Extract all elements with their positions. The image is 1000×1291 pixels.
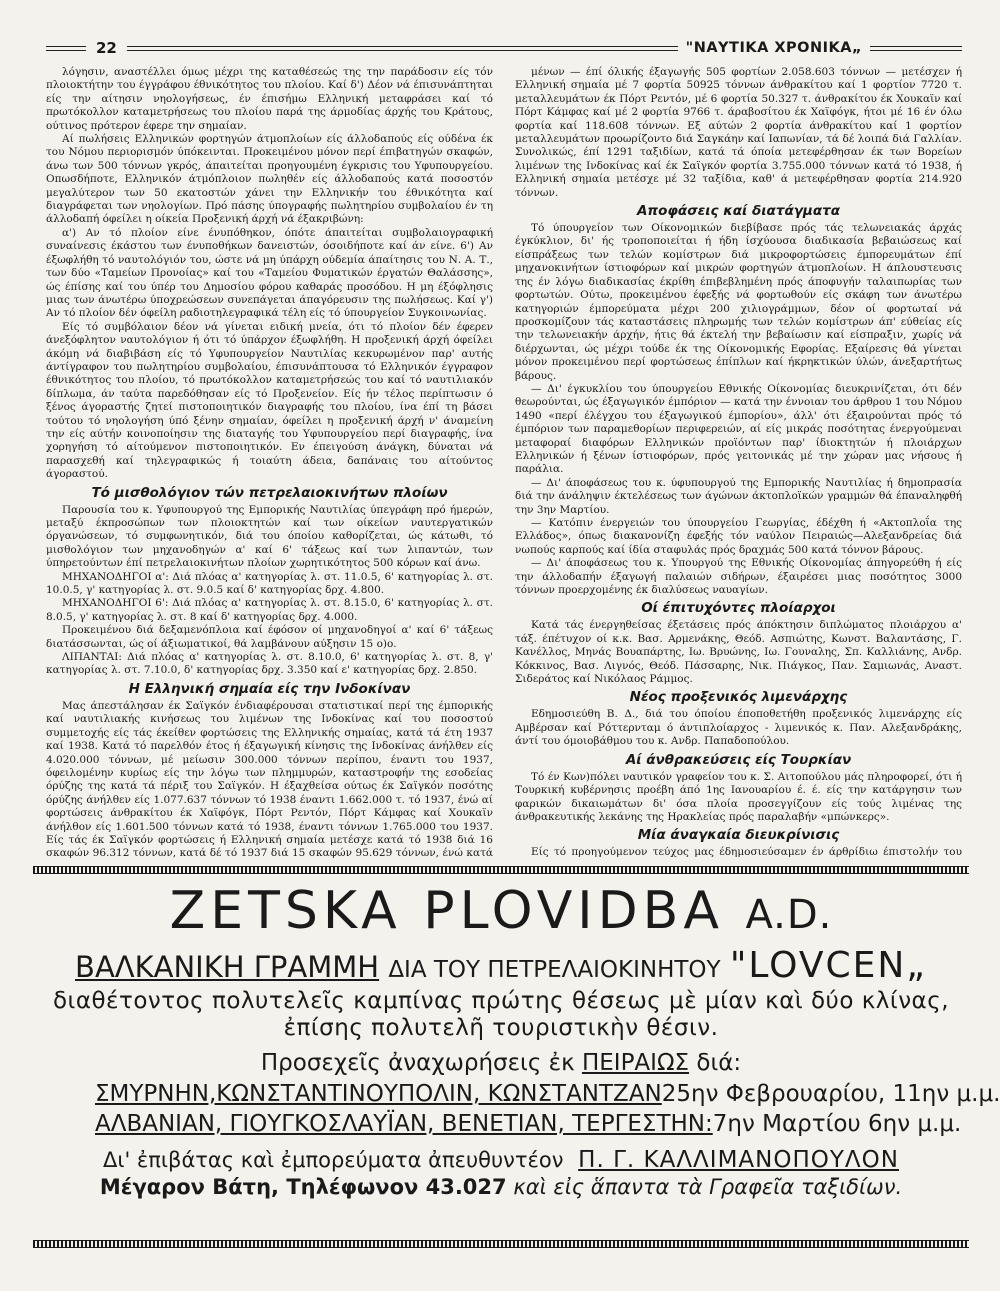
article-paragraph: — Δι' άποφάσεως του κ. ύφυπουργού της Εμπορικής Ναυτιλίας ή δημοπρασία διά την άνάληψιν έκτελέσεως των άγώνων άκτοπλοϊκών γραμμών θά έπαναληφθή την 3ην Μαρτίου. xyxy=(515,476,962,516)
page-number: 22 xyxy=(96,39,117,57)
advertisement xyxy=(33,866,1000,1258)
article-paragraph: Κατά τάς ένεργηθείσας έξετάσεις πρός άπόκτησιν διπλώματος πλοιάρχου α' τάξ. έπέτυχον οί κ.κ. Βασ. Αρμενάκης, Θεόδ. Ασπιώτης, Κωνστ. Βαλαντάσης, Γ. Κανέλλος, Μηνάς Βουαπάρτης, Ιω. Βρυώνης, Ιω. Γουναλης, Σπ. Καλλιάνης, Ανδρ. Κόκκινος, Βασ. Λιγνός, Θεόδ. Πάσσαρης, Νικ. Πιάγκος, Παν. Σαμιωνάς, Αναστ. Σιδεράτος καί Νικόλαος Ράμμος. xyxy=(515,619,962,686)
ad-departures-port: ΠΕΙΡΑΙΩΣ xyxy=(581,1050,690,1076)
article-paragraph: Μας άπεστάλησαν έκ Σαϊγκόν ένδιαφέρουσαι στατιστικαί περί της έμπορικής καί ναυτιλιακής κινήσεως του λιμένων της Ινδοκίνας καί του ποσοστού συμμετοχής είς τάς έκείθεν φορτώσεις της Ελληνικής σημαίας, κατά τά έτη 1937 καί 1938. Κατά τό παρελθόν έτος ή έξαγωγική κίνησις της Ινδοκίνας άνήλθεν είς 4.020.000 τόννων, μέ μείωσιν 300.000 τόννων περίπου, έναντι του 1937, όφειλομένην κυρίως είς την λόγω των πλημμυρών, καταστροφήν της εσοδείας όρύζης της κατά τά πέριξ του Σαϊγκόν. Η έξαχθείσα ούτως έκ Σαϊγκόν ποσότης όρύζης άνήλθεν είς 1.077.637 τόννων τό 1938 έναντι 1.662.000 τ. τό 1937, ένώ αί φορτώσεις άνθρακίτου έκ Χαϊφόγκ, Πόρτ Ρεντόν, Πόρτ Κάμφας καί Χουκαϊν άνήλθον είς 1.601.500 τόννων κατά τό 1938, έναντι τόννων 1.765.000 του 1937. Είς τάς έκ Σαϊγκόν φορτώσεις ή Ελληνική σημαία μετέσχε κατά τό 1938 διά 16 σκαφών 96.312 τόννων, κατά δέ τό 1937 διά 15 σκαφών 95.629 τόννων, ένώ κατά xyxy=(46,699,493,858)
article-paragraph: ΜΗΧΑΝΟΔΗΓΟΙ α': Διά πλόας α' κατηγορίας λ. στ. 11.0.5, 6' κατηγορίας λ. στ. 10.0.5, γ' κατηγορίας λ. στ. 9.0.5 καί δ' κατηγορίας δρχ. 4.800. xyxy=(46,570,493,597)
header-rule-left xyxy=(46,46,86,51)
article-paragraph: Τό ύπουργείον των Οίκονομικών διεβίβασε πρός τάς τελωνειακάς άρχάς έγκύκλιον, δι' ής τροποποιείται ή ήδη ίσχύουσα διαδικασία βεβαιώσεως καί είσπράξεως των τελών κομίστρων διά μικροφορτώσεις έμπορευμάτων έπί μηχανοκινήτων ίστιοφόρων καί μικρών φορτηγών άτμοπλοίων. Η άπλουστευσις της έν λόγω διαδικασίας έκρίθη έπιβεβλημένη πρός άποφυγήν ταλαιπωρίας των φορτωτών. Ούτω, προκειμένου έφεξής νά φορτωθούν είς σκάφη των άνωτέρω κατηγοριών έμπορεύματα μέχρι 200 χιλιογράμμων, δέον οί φορτωταί νά προσκομίζουν τάς καταστάσεις πληρωμής των τελών κομίστρων άπ' εύθείας είς την τελωνειακήν άρχήν, ήτις θά έκτελή την βεβαίωσιν καί είσπραξιν, χωρίς νά διέρχωνται, ώς μέχρι τούδε έκ της Οίκονομικής Εφορίας. Εξαίρεσις θά γίνεται μόνον προκειμένου περί φορτώσεως έπίπλων καί ήκρηκτικών ύλών, άνεξαρτήτως βάρους. xyxy=(515,222,962,382)
ad-ship-name: "LOVCEN„ xyxy=(729,945,927,986)
ad-route-dates: 7ην Μαρτίου 6ην μ.μ. xyxy=(712,1111,962,1137)
ad-line-row xyxy=(43,945,959,988)
article-paragraph: Είς τό συμβόλαιον δέον νά γίνεται ειδική μνεία, ότι τό πλοίον δέν έφερεν άνεξόφλητον ναυτολόγιον ή ότι τό ύπάρχον έξωφλήθη. Η προξενική άρχή όφείλει άκόμη νά διαβιβάση είς τό Υφυπουργείον Ναυτιλίας κεκυρωμένον παρ' αυτής άντίγραφον του πωλητηρίου συμβολαίου, έπισυνάπτουσα τό Ελληνικόν έγγραφον έθνικότητος του πλοίου, τό πρωτόκολλον καταμετρήσεώς του καί τό ναυτιλιακόν δίπλωμα, άν ταύτα παρεδόθησαν είς τό Προξενείον. Είς ήν τέλος περίπτωσιν ό ξένος άγοραστής ζητεί πιστοποιητικόν διαγραφής του πλοίου, ίνα έπί τη βάσει τούτου τό νηολογήση ύπό ξένην σημαίαν, όφείλει η προξενική άρχή ν' άναμείνη την είς αύτήν κοινοποίησιν της διαταγής του Υφυπουργείου περί διαγραφής, ίνα χορηγήση τό αίτούμενον πιστοποιητικόν. Εν έπειγούση άνάγκη, δύναται νά παρασχεθή καί τηλεγραφικώς ή τοιαύτη άδεια, δαπάναις του αίτούντος άγοραστού. xyxy=(46,320,493,481)
ad-route-dates: 25ην Φεβρουαρίου, 11ην μ.μ. xyxy=(661,1081,1000,1107)
ad-route-destination: ΣΜΥΡΝΗΝ,ΚΩΝΣΤΑΝΤΙΝΟΥΠΟΛΙΝ, ΚΩΝΣΤΑΝΤΖΑΝ xyxy=(95,1081,662,1107)
article-heading: Οί έπιτυχόντες πλοίαρχοι xyxy=(641,600,836,617)
ad-description-2: ἐπίσης πολυτελῆ τουριστικὴν θέσιν. xyxy=(283,1015,719,1041)
ad-company-line xyxy=(43,878,959,948)
ad-departures-label: Προσεχεῖς ἀναχωρήσεις ἐκ xyxy=(260,1050,575,1076)
article-paragraph: — Κατόπιν ένεργειών του ύπουργείου Γεωργίας, έδέχθη ή «Ακτοπλοΐα της Ελλάδος», όπως διακανονίζη έφεξής τόν ναύλον Πειραιώς—Αλεξανδρείας διά νωπούς καρπούς καί ίδία σταφυλάς πρός δραχμάς 500 κατά τόννον βάρους. xyxy=(515,517,962,556)
ad-agent-line xyxy=(43,1147,959,1174)
ad-line-name: ΒΑΛΚΑΝΙΚΗ ΓΡΑΜΜΗ xyxy=(75,950,380,984)
article-heading: Νέος προξενικός λιμενάρχης xyxy=(629,689,848,706)
journal-title: "ΝΑΥΤΙΚΑ ΧΡΟΝΙΚΑ„ xyxy=(685,40,862,56)
article-paragraph: Παρουσία του κ. Υφυπουργού της Εμπορικής Ναυτιλίας ύπεγράφη πρό ήμερών, μεταξύ έκπροσώπων των πλοιοκτητών καί των οίκείων ναυτεργατικών όργανώσεων, τό συμφωνητικόν, διά του όποίου καθορίζεται, ώς κάτωθι, τό μισθολόγιον των μηχανοδηγών α' καί 6' τάξεως καί των λιπαντών, των ύπηρετούντων έπί πετρελαιοκινήτων πλοίων χωρητικότητος 500 κόρων καί άνω. xyxy=(46,503,493,570)
article-paragraph: Εδημοσιεύθη Β. Δ., διά του όποίου έποποθετήθη προξενικός λιμενάρχης είς Αμβέρσαν καί Ρόττερνταμ ό άντιπλοίαρχος - λιμενικός κ. Παν. Αλεξανδράκης, άντί του όμοιοβάθμου του κ. Ανδρ. Παπαδοπούλου. xyxy=(515,708,962,748)
article-paragraph: ΜΗΧΑΝΟΔΗΓΟΙ 6': Διά πλόας α' κατηγορίας λ. στ. 8.15.0, 6' κατηγορίας λ. στ. 8.0.5, γ' κατηγορίας λ. στ. 8 καί δ' κατηγορίας δρχ. 4.000. xyxy=(46,597,493,623)
ad-address-suffix: καὶ εἰς ἅπαντα τὰ Γραφεῖα ταξιδίων. xyxy=(513,1175,903,1199)
article-paragraph: α') Αν τό πλοίον είνε ένυπόθηκον, όπότε άπαιτείται συμβολαιογραφική συναίνεσις έκάστου των ένυποθήκων δανειστών, όσοιδήποτε καί άν είνε. 6') Αν έξωφλήθη τό ναυτολόγιόν του, ώστε νά μη ύπάρχη ούδεμία άπαίτησις του Ν. Α. Τ., των δύο «Ταμείων Προνοίας» καί του «Ταμείου Φυματικών έργατών Θαλάσσης», ώς έπίσης καί του ύπέρ του Δημοσίου φόρου καθαράς προσόδου. Η μη έξόφλησις μιας των άνωτέρω ύποχρεώσεων συνεπάγεται άπαγόρευσιν της πωλήσεως. Καί γ') Αν τό πλοίον δέν όφείλη ραδιοτηλεγραφικά τέλη είς τό ύπουργείον Συγκοινωνίας. xyxy=(46,226,493,320)
ad-description-1: διαθέτοντος πολυτελεῖς καμπίνας πρώτης θέσεως μὲ μίαν καὶ δύο κλίνας, xyxy=(52,988,950,1014)
header-rule-right xyxy=(870,46,962,51)
article-heading: Αί άνθρακεύσεις είς Τουρκίαν xyxy=(625,751,852,768)
article-paragraph: μένων — έπί όλικής έξαγωγής 505 φορτίων 2.058.603 τόννων — μετέσχεν ή Ελληνική σημαία μέ 7 φορτία 50925 τόννων άνθρακίτου καί 1 φορτίον 7720 τ. μεταλλευμάτων έκ Πόρτ Ρεντόν, μέ 6 φορτία 50.327 τ. άνθρακίτου έκ Χουκαϊν καί Πόρτ Κάμφας καί μέ 2 φορτία 9766 τ. άραβοσίτου έκ Χαϊφόγκ, ήτοι μέ 16 έν όλω φορτία καί 118.608 τόννων. Εξ αύτών 2 φορτία άνθρακίτου καί 1 φορτίον μεταλλευμάτων προωρίζοντο διά Σαγκάην καί Ιαπωνίαν, τά δέ λοιπά διά Γαλλίαν. Συνολικώς, έπί 1291 ταξιδίων, κατά τά όποία μετεφέρθησαν έκ των Βορείων λιμένων της Ινδοκίνας καί έκ Σαϊγκόν φορτία 3.755.000 τόννων κατά τό 1938, ή Ελληνική σημαία μετέσχε μέ 32 ταξίδια, καθ' ά μετεφέρθησαν φορτία 214.920 τόννων. xyxy=(515,66,962,199)
ad-agent-name: Π. Γ. ΚΑΛΛΙΜΑΝΟΠΟΥΛΟΝ xyxy=(578,1147,899,1173)
article-paragraph: ΛΙΠΑΝΤΑΙ: Διά πλόας α' κατηγορίας λ. στ. 8.10.0, 6' κατηγορίας λ. στ. 8, γ' κατηγορίας λ. στ. 7.10.0, δ' κατηγορίας δρχ. 3.350 καί ε' κατηγορίας δρχ. 2.850. xyxy=(46,651,493,677)
article-columns xyxy=(46,66,962,858)
article-heading: Τό μισθολόγιον τών πετρελαιοκινήτων πλοίων xyxy=(91,484,448,501)
ad-agent-prefix: Δι' ἐπιβάτας καὶ ἐμπορεύματα ἀπευθυντέον xyxy=(103,1148,564,1172)
left-column xyxy=(46,66,493,858)
ad-route-row xyxy=(43,1109,962,1139)
ad-company-name: ZETSKA PLOVIDBA xyxy=(169,881,724,941)
ad-line-via: ΔΙΑ ΤΟΥ ΠΕΤΡΕΛΑΙΟΚΙΝΗΤΟΥ xyxy=(388,957,721,983)
article-paragraph: — Δι' έγκυκλίου του ύπουργείου Εθνικής Οίκονομίας διευκρινίζεται, ότι δέν θεωρούνται, ώς έξαγωγικόν έμπόριον — κατά την έννοιαν του άρθρου 1 του Νόμου 1490 «περί έλέγχου του έξαγωγικού έμπορίου», άλλ' ότι έξαιρούνται πρός τό έμπόριον των παραμεθορίων περιφερειών, αί είς μικράς ποσότητας ένεργούμεναι μεταφοραί διαφόρων Ελληνικών προϊόντων παρ' ίδιοκτητών ή πλοιάρχων Ελληνικών ή ξένων ίστιοφόρων, πρός γειτονικάς μέ την χώραν μας νήσους ή παράλια. xyxy=(515,382,962,476)
article-paragraph: Προκειμένου διά δεξαμενόπλοια καί έφόσον οί μηχανοδηγοί α' καί 6' τάξεως διατάσσωνται, ώς οί άξιωματικοί, θά λαμβάνουν αύξησιν 15 ο)ο. xyxy=(46,624,493,650)
ad-departures-heading xyxy=(43,1048,959,1079)
article-paragraph: Τό έν Κων)πόλει ναυτικόν γραφείον του κ. Σ. Αιτοπούλου μάς πληροφορεί, ότι ή Τουρκική κυβέρνησις προέβη άπό 1ης Ιανουαρίου έ. έ. είς την κατάργησιν των φαρικών δικαιωμάτων δι' όσα πλοία προσεγγίζουν είς τούς λιμένας της άνθρακευτικής λεκάνης της Ηρακλείας πρός παραλαβήν «μπώνκερς». xyxy=(515,770,962,823)
right-column xyxy=(515,66,962,858)
article-paragraph: λόγησιν, αναστέλλει όμως μέχρι της καταθέσεώς της την παράδοσιν είς τόν πλοιοκτήτην του έγγράφου έθνικότητος του πλοίου. Καί δ') Δέον νά έπισυνάπτηται είς την αίτησιν νηολογήσεως, έν έπισήμω Ελληνική μεταφράσει καί τό πρωτόκολλον καταμετρήσεως του πλοίου παρά της άρμοδίας άρχής του Κράτους, ούτινος πρότερον έφερε την σημαίαν. xyxy=(46,66,493,132)
article-heading: Η Ελληνική σημαία είς την Ινδοκίναν xyxy=(128,680,411,697)
article-paragraph: Είς τό προηγούμενον τεύχος μας έδημοσιεύσαμεν έν άρθρίδιω έπιστολήν του xyxy=(531,846,962,858)
page-header xyxy=(46,36,962,60)
article-paragraph: Αί πωλήσεις Ελληνικών φορτηγών άτμοπλοίων είς άλλοδαπούς είς ούδένα έκ του Νόμου περιορισμόν ύπόκεινται. Προκειμένου μόνον περί έπιβατηγών σκαφών, άνω των 500 τόννων γκρός, άπαιτείται προηγουμένη έγκρισις του Υφυπουργείου. Οπωσδήποτε, Ελληνικόν άτμόπλοιον πωληθέν είς άλλοδαπούς κατά ποσοστόν μεγαλύτερον των 50 εκατοστών χάνει την Ελληνικήν του έθνικότητα καί διαγράφεται των νηολογίων. Πρό πάσης ύπογραφής πωλητηρίου συμβολαίου έν τη άλλοδαπή όφείλει η οίκεία Προξενική άρχή νά έξακριβώνη: xyxy=(46,133,493,226)
ad-border-bottom xyxy=(33,1240,969,1248)
ad-company-suffix: A.D. xyxy=(745,892,833,938)
ad-address: Μέγαρον Βάτη, Τηλέφωνον 43.027 xyxy=(99,1175,507,1199)
ad-departures-suffix: διά: xyxy=(696,1050,742,1076)
ad-border-top xyxy=(33,866,969,874)
article-heading: Μία άναγκαία διευκρίνισις xyxy=(637,827,840,844)
ad-route-row xyxy=(43,1079,1000,1109)
ad-route-destination: ΑΛΒΑΝΙΑΝ, ΓΙΟΥΓΚΟΣΛΑΥΪΑΝ, ΒΕΝΕΤΙΑΝ, ΤΕΡΓΕΣΤΗΝ: xyxy=(95,1111,713,1137)
ad-content xyxy=(33,874,1000,1240)
article-heading: Αποφάσεις καί διατάγματα xyxy=(636,203,841,220)
header-rule-middle xyxy=(127,46,678,51)
ad-address-line xyxy=(43,1174,959,1200)
article-paragraph: — Δι' άποφάσεως του κ. Υπουργού της Εθνικής Οίκονομίας άπηγορεύθη ή είς την άλλοδαπήν έξαγωγή παλαιών σιδήρων, έξαιρέσει μιας ποσότητος 3000 τόννων προερχομένης έκ διαλύσεως ναυαγίων. xyxy=(515,557,962,597)
